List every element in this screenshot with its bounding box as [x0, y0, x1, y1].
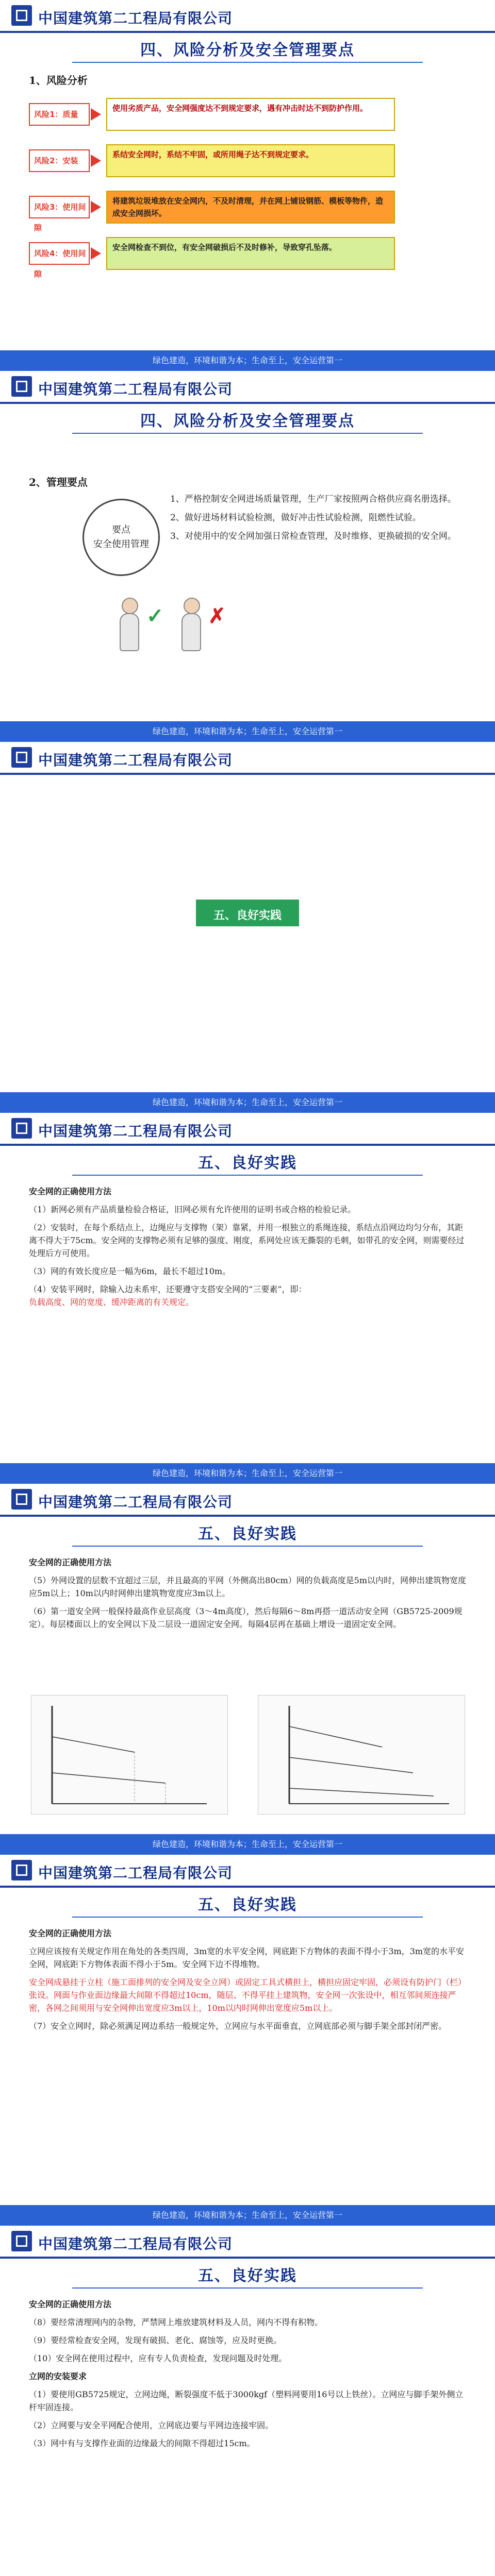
check-mark-icon: ✓ — [146, 604, 164, 628]
body-paragraph: （8）要经常清理网内的杂物，严禁网上堆放建筑材料及人员，网内不得有积物。 — [29, 2317, 323, 2327]
slide-footer: 绿色建造，环境和谐为本；生命至上，安全运营第一 — [0, 1834, 495, 1855]
slide-management-points — [0, 371, 495, 742]
management-point: 3、对使用中的安全网加强日常检查管理，及时维修、更换破损的安全网。 — [170, 531, 456, 541]
body-heading: 立网的安装要求 — [29, 2371, 87, 2381]
slide-title: 五、良好实践 — [198, 1525, 297, 1543]
slide-body — [29, 1927, 467, 2038]
body-paragraph: （9）要经常检查安全网，发现有破损、老化、腐蚀等，应及时更换。 — [29, 2335, 282, 2345]
management-points — [170, 493, 459, 543]
risk-description: 系结安全网时，系结不牢固，或所用绳子达不到规定要求。 — [106, 144, 395, 177]
arrow-right-icon — [91, 155, 101, 167]
slide-body — [29, 1185, 467, 1314]
arrow-right-icon — [91, 201, 101, 213]
slide-footer: 绿色建造，环境和谐为本；生命至上，安全运营第一 — [0, 721, 495, 742]
management-point: 1、严格控制安全网进场质量管理，生产厂家按照两合格供应商名册选择。 — [170, 494, 456, 504]
slide-title: 四、风险分析及安全管理要点 — [140, 412, 355, 430]
slide-header — [0, 1113, 495, 1146]
slide-footer: 绿色建造，环境和谐为本；生命至上，安全运营第一 — [0, 1463, 495, 1484]
section-heading: 2、管理要点 — [29, 476, 88, 488]
body-paragraph: （1）要使用GB5725规定，立网边绳，断裂强度不低于3000kgf（塑料网要用16号以上铁丝）。立网应与脚手架外侧立杆牢固连接。 — [29, 2389, 464, 2412]
body-paragraph: （2）立网要与安全平网配合使用，立网底边要与平网边连接牢固。 — [29, 2420, 274, 2430]
company-logo-icon — [11, 1118, 32, 1139]
risk-label: 风险1：质量 — [29, 103, 90, 126]
company-name: 中国建筑第二工程局有限公司 — [38, 2235, 233, 2252]
company-name: 中国建筑第二工程局有限公司 — [38, 1123, 233, 1140]
slide-header — [0, 0, 495, 33]
risk-description: 将建筑垃圾堆放在安全网内，不及时清理，并在网上铺设钢筋、模板等物件，造成安全网损坏。 — [106, 191, 395, 224]
body-paragraph: （10）安全网在使用过程中，应有专人负责检查，发现问题及时处理。 — [29, 2353, 287, 2363]
body-paragraph: 立网应该按有关规定作用在角处的各类四周，3m宽的水平安全网，网底距下方物体的表面不得小于3m，3m宽的水平安全网，网底距下方物体表面不得小于5m。安全网下边不得堆物。 — [29, 1946, 465, 1969]
company-logo-icon — [11, 1489, 32, 1510]
company-name: 中国建筑第二工程局有限公司 — [38, 10, 233, 27]
company-logo-icon — [11, 1860, 32, 1880]
slide-good-practice-4 — [0, 2226, 495, 2576]
slide-header — [0, 2226, 495, 2259]
company-name: 中国建筑第二工程局有限公司 — [38, 381, 233, 398]
risk-label: 风险3：使用间隙 — [29, 196, 90, 218]
title-divider — [72, 2287, 423, 2289]
risk-description: 安全网检查不到位，有安全网破损后不及时修补，导致穿孔坠落。 — [106, 237, 395, 270]
slide-body — [29, 2298, 467, 2455]
body-highlight: 安全网成悬挂于立柱（施工面排列的安全网及安全立网）或固定工具式横担上，横担应固定牢固，必须设有防护门（栏）张设。网面与作业面边缘最大间隙不得超过10cm，随层、不得平挂上建筑物，安全网一次张设中，相互邻间须连接严密，各网之间须用与安全网伸出宽度应3m以上，10m以内时网伸出宽度应5m以上。 — [29, 1977, 467, 2013]
arrow-right-icon — [91, 247, 101, 260]
company-name: 中国建筑第二工程局有限公司 — [38, 752, 233, 769]
section-cover-title: 五、良好实践 — [213, 909, 282, 922]
body-paragraph: （4）安装平网时，除输入边未系牢，还要遵守支搭安全网的“三要素”，即： — [29, 1284, 307, 1294]
body-highlight: 负载高度、网的宽度、缓冲距离的有关规定。 — [29, 1297, 194, 1307]
body-heading: 安全网的正确使用方法 — [29, 1928, 112, 1938]
figure-wrong-icon — [182, 613, 201, 651]
net-setup-diagram-left — [31, 1695, 228, 1815]
net-setup-diagram-right — [258, 1695, 465, 1815]
slide-header — [0, 371, 495, 404]
title-divider — [72, 1175, 423, 1176]
body-paragraph: （7）安全立网时，除必须满足网边系结一般规定外，立网应与水平面垂直，立网底部必须与脚手架全部封闭严密。 — [29, 2021, 447, 2031]
figure-head-icon — [122, 598, 138, 614]
body-paragraph: （2）安装时，在每个系结点上，边绳应与支撑物（架）靠紧，并用一根独立的系绳连接，系结点沿网边均匀分布，其距离不得大于75cm。安全网的支撑物必须有足够的强度、刚度，系网处应该无撕裂的毛刺，如带孔的安全网，则需要经过处理后方可使用。 — [29, 1223, 465, 1258]
body-paragraph: （3）网中有与支撑作业面的边缘最大的间隙不得超过15cm。 — [29, 2438, 255, 2448]
body-heading: 安全网的正确使用方法 — [29, 2299, 112, 2309]
risk-label: 风险4：使用间隙 — [29, 242, 90, 265]
slide-title: 五、良好实践 — [198, 2267, 297, 2285]
slide-risk-analysis — [0, 0, 495, 371]
slide-header — [0, 1484, 495, 1517]
slide-good-practice-cover — [0, 742, 495, 1113]
arrow-right-icon — [91, 108, 101, 121]
slide-header — [0, 742, 495, 775]
company-logo-icon — [11, 5, 32, 26]
slide-footer: 绿色建造，环境和谐为本；生命至上，安全运营第一 — [0, 2205, 495, 2226]
company-name: 中国建筑第二工程局有限公司 — [38, 1494, 233, 1511]
risk-description: 使用劣质产品，安全网强度达不到规定要求，遇有冲击时达不到防护作用。 — [106, 98, 395, 131]
figure-head-icon — [184, 598, 200, 614]
body-paragraph: （3）网的有效长度应是一幅为6m，最长不超过10m。 — [29, 1266, 231, 1276]
slide-title: 四、风险分析及安全管理要点 — [140, 41, 355, 59]
figure-correct-icon — [120, 613, 139, 651]
slide-body — [29, 1556, 467, 1636]
company-logo-icon — [11, 2231, 32, 2251]
title-divider — [72, 433, 423, 434]
body-paragraph: （6）第一道安全网一般保持最高作业层高度（3～4m高度），然后每隔6～8m再搭一道活动安全网（GB5725-2009规定）。每层楼面以上的安全网以下及二层设一道固定安全网。每隔4层再在基础上增设一道固定安全网。 — [29, 1606, 463, 1629]
section-heading: 1、风险分析 — [29, 74, 88, 87]
risk-label: 风险2：安装 — [29, 149, 90, 172]
company-logo-icon — [11, 376, 32, 397]
body-paragraph: （1）新网必须有产品质量检验合格证，旧网必须有允许使用的证明书或合格的检验记录。 — [29, 1205, 356, 1214]
management-point: 2、做好进场材料试验检测，做好冲击性试验检测，阻燃性试验。 — [170, 513, 421, 523]
slide-good-practice-3 — [0, 1855, 495, 2226]
cross-mark-icon: ✗ — [208, 604, 226, 628]
company-logo-icon — [11, 747, 32, 768]
circle-line: 安全使用管理 — [93, 539, 149, 550]
slide-good-practice-1 — [0, 1113, 495, 1484]
title-divider — [72, 62, 423, 63]
title-divider — [72, 1917, 423, 1918]
slide-header — [0, 1855, 495, 1888]
slide-title: 五、良好实践 — [198, 1896, 297, 1914]
body-heading: 安全网的正确使用方法 — [29, 1187, 112, 1196]
body-heading: 安全网的正确使用方法 — [29, 1557, 112, 1567]
title-divider — [72, 1546, 423, 1547]
slide-footer: 绿色建造，环境和谐为本；生命至上，安全运营第一 — [0, 350, 495, 371]
key-points-circle — [82, 499, 160, 576]
slide-good-practice-2 — [0, 1484, 495, 1855]
company-name: 中国建筑第二工程局有限公司 — [38, 1865, 233, 1882]
slide-footer: 绿色建造，环境和谐为本；生命至上，安全运营第一 — [0, 1092, 495, 1113]
body-paragraph: （5）外网设置的层数不宜超过三层，并且最高的平网（外侧高出80cm）网的负载高度是5m以内时，网伸出建筑物宽度应5m以上；10m以内时网伸出建筑物宽度应3m以上。 — [29, 1575, 467, 1598]
slide-title: 五、良好实践 — [198, 1154, 297, 1172]
circle-line: 要点 — [112, 524, 130, 535]
